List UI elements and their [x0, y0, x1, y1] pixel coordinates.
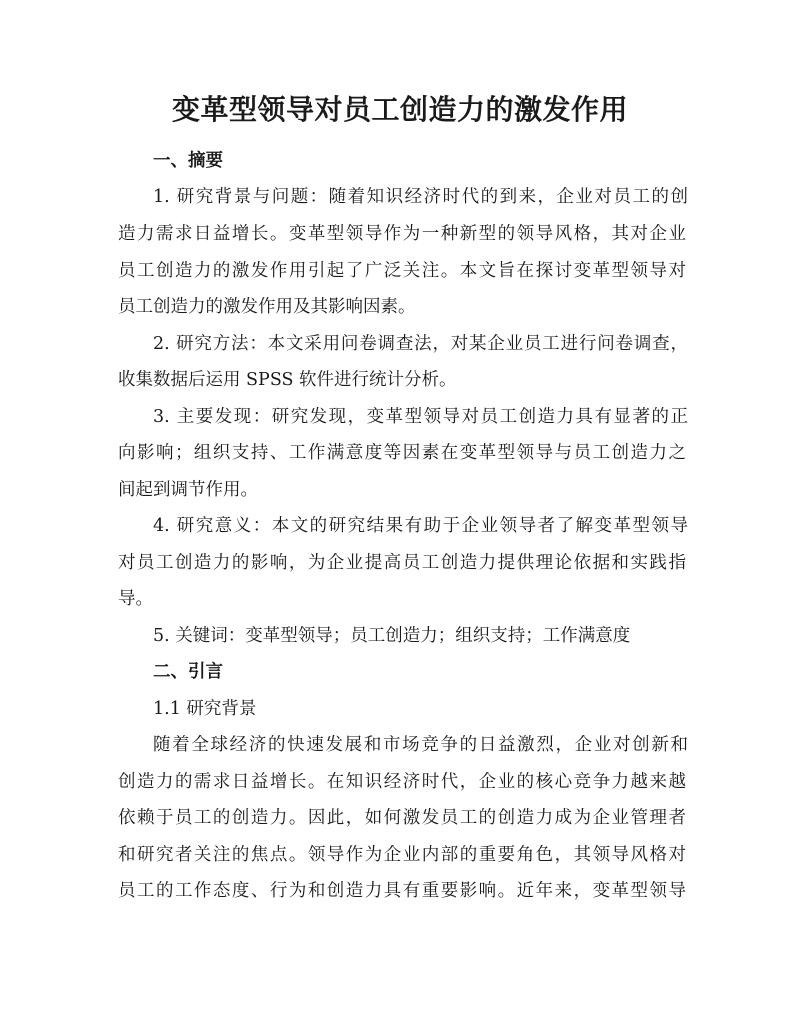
paragraph-line: 收集数据后运用 SPSS 软件进行统计分析。 — [118, 370, 457, 390]
paragraph-line: 员工的工作态度、行为和创造力具有重要影响。近年来，变革型领导 — [118, 881, 686, 901]
paragraph-line: 向影响；组织支持、工作满意度等因素在变革型领导与员工创造力之 — [118, 443, 686, 463]
subsection-heading-background: 1.1 研究背景 — [153, 699, 257, 719]
paragraph-line: 依赖于员工的创造力。因此，如何激发员工的创造力成为企业管理者 — [118, 808, 686, 828]
paragraph-line: 对员工创造力的影响，为企业提高员工创造力提供理论依据和实践指 — [118, 553, 686, 573]
paragraph-line: 创造力的需求日益增长。在知识经济时代，企业的核心竞争力越来越 — [118, 772, 686, 792]
document-title: 变革型领导对员工创造力的激发作用 — [171, 93, 628, 126]
section-heading-introduction: 二、引言 — [153, 662, 223, 682]
paragraph-line: 4. 研究意义：本文的研究结果有助于企业领导者了解变革型领导 — [153, 516, 688, 536]
paragraph-line: 造力需求日益增长。变革型领导作为一种新型的领导风格，其对企业 — [118, 224, 686, 244]
paragraph-line: 和研究者关注的焦点。领导作为企业内部的重要角色，其领导风格对 — [118, 845, 686, 865]
paragraph-line: 3. 主要发现：研究发现，变革型领导对员工创造力具有显著的正 — [153, 407, 688, 427]
keywords-line: 5. 关键词：变革型领导；员工创造力；组织支持；工作满意度 — [153, 626, 631, 646]
paragraph-line: 导。 — [118, 589, 153, 609]
section-heading-abstract: 一、摘要 — [153, 151, 223, 171]
paragraph-line: 员工创造力的激发作用引起了广泛关注。本文旨在探讨变革型领导对 — [118, 261, 686, 281]
paragraph-line: 随着全球经济的快速发展和市场竞争的日益激烈，企业对创新和 — [153, 735, 688, 755]
paragraph-line: 2. 研究方法：本文采用问卷调查法，对某企业员工进行问卷调查， — [153, 334, 688, 354]
paragraph-line: 间起到调节作用。 — [118, 480, 258, 500]
paragraph-line: 1. 研究背景与问题：随着知识经济时代的到来，企业对员工的创 — [153, 187, 688, 207]
paragraph-line: 员工创造力的激发作用及其影响因素。 — [118, 297, 416, 317]
